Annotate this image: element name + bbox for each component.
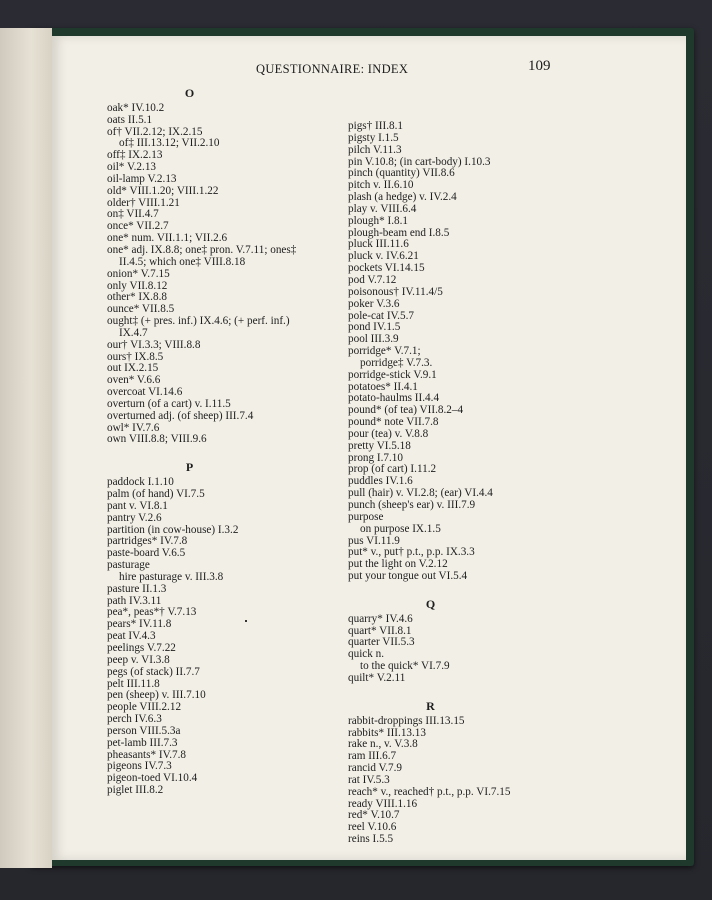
section-letter-o: O (184, 86, 195, 100)
index-entry: hire pasturage v. III.3.8 (119, 570, 224, 583)
index-entry: pole-cat IV.5.7 (348, 309, 414, 322)
index-entry: reins I.5.5 (348, 833, 394, 846)
index-entry: overcoat VI.14.6 (107, 386, 183, 399)
index-entry: pinch (quantity) VII.8.6 (348, 167, 455, 180)
index-column-left (107, 86, 372, 797)
index-entry: perch IV.6.3 (107, 713, 162, 726)
index-entry: rake n., v. V.3.8 (348, 738, 418, 751)
facing-page-edge (0, 28, 52, 868)
index-entry: ounce* VII.8.5 (107, 303, 175, 316)
index-entry: pus VI.11.9 (348, 534, 400, 547)
index-entry: put the light on V.2.12 (348, 558, 448, 571)
index-entry: II.4.5; which one‡ VIII.8.18 (119, 255, 246, 268)
index-entry: quick n. (348, 648, 385, 661)
section-letter-p: P (185, 460, 194, 475)
index-entry: put* v., put† p.t., p.p. IX.3.3 (348, 546, 475, 559)
index-entry: person VIII.5.3a (107, 724, 181, 737)
index-entry: reach* v., reached† p.t., p.p. VI.7.15 (348, 785, 511, 798)
index-entry: oak* IV.10.2 (107, 101, 165, 114)
index-entry: pea*, peas*† V.7.13 (107, 606, 197, 619)
index-entry: path IV.3.11 (107, 594, 162, 607)
index-entry: pigeons IV.7.3 (107, 760, 172, 773)
index-entry: prong I.7.10 (348, 451, 403, 464)
index-column-right (348, 121, 618, 846)
index-entry: plash (a hedge) v. IV.2.4 (348, 191, 457, 204)
index-entry: pluck v. IV.6.21 (348, 250, 419, 263)
index-entry: ours† IX.8.5 (107, 350, 164, 363)
index-entry: pears* IV.11.8 (107, 618, 172, 631)
index-entry: red* V.10.7 (348, 809, 400, 822)
index-entry: pod V.7.12 (348, 273, 397, 286)
section-gap (107, 446, 372, 460)
index-entry: pond IV.1.5 (348, 321, 401, 334)
section-gap (348, 685, 618, 699)
index-entry: pegs (of stack) II.7.7 (107, 665, 200, 678)
index-entry: poisonous† IV.11.4/5 (348, 285, 443, 298)
index-entry: put your tongue out VI.5.4 (348, 570, 468, 583)
index-entry: out IX.2.15 (107, 362, 159, 375)
index-entry: oven* V.6.6 (107, 374, 161, 387)
index-entry: pilch V.11.3 (348, 143, 402, 156)
section-gap (348, 583, 618, 597)
index-entry: pet-lamb III.7.3 (107, 736, 178, 749)
index-entry: pasture II.1.3 (107, 582, 167, 595)
index-entry: quarter VII.5.3 (348, 636, 415, 649)
index-entry: owl* IV.7.6 (107, 421, 160, 434)
index-entry: of† VII.2.12; IX.2.15 (107, 125, 203, 138)
index-entry: punch (sheep's ear) v. III.7.9 (348, 499, 476, 511)
index-entry: peelings V.7.22 (107, 641, 176, 654)
index-entry: partition (in cow-house) I.3.2 (107, 523, 239, 536)
index-entry: pelt III.11.8 (107, 677, 160, 690)
index-entry: rat IV.5.3 (348, 773, 390, 786)
index-entry: pant v. VI.8.1 (107, 499, 168, 512)
stray-ink-mark (245, 620, 247, 622)
index-entry: porridge‡ V.7.3. (360, 356, 433, 369)
running-head: QUESTIONNAIRE: INDEX (256, 62, 409, 76)
index-entry: rabbits* III.13.13 (348, 726, 426, 739)
index-entry: partridges* IV.7.8 (107, 535, 188, 548)
index-entry: pool III.3.9 (348, 333, 399, 346)
index-entry: people VIII.2.12 (107, 701, 182, 714)
index-entry: palm (of hand) VI.7.5 (107, 488, 205, 500)
index-entry: pitch v. II.6.10 (348, 179, 414, 192)
index-entry: porridge* V.7.1; (348, 345, 421, 358)
section-letter-q: Q (425, 596, 436, 611)
index-entry: onion* V.7.15 (107, 267, 170, 280)
index-entry: quart* VII.8.1 (348, 624, 412, 637)
index-entry: once* VII.2.7 (107, 220, 169, 233)
index-entry: pound* note VII.7.8 (348, 416, 439, 429)
index-entry: porridge-stick V.9.1 (348, 368, 437, 381)
index-entry: potato-haulms II.4.4 (348, 392, 440, 405)
index-entry: IX.4.7 (119, 326, 148, 339)
index-entry: rabbit-droppings III.13.15 (348, 714, 465, 727)
index-entry: overturn (of a cart) v. I.11.5 (107, 397, 231, 410)
index-entry: ought‡ (+ pres. inf.) IX.4.6; (+ perf. inf.) (107, 315, 290, 328)
index-entry: rancid V.7.9 (348, 762, 402, 775)
index-entry: of‡ III.13.12; VII.2.10 (119, 137, 220, 150)
index-entry: oil-lamp V.2.13 (107, 172, 177, 185)
index-entry: plough-beam end I.8.5 (348, 226, 450, 239)
index-entry: poker V.3.6 (348, 297, 400, 310)
index-entry: play v. VIII.6.4 (348, 202, 417, 215)
index-entry: ram III.6.7 (348, 750, 397, 763)
index-entry: own VIII.8.8; VIII.9.6 (107, 433, 207, 446)
index-entry: on purpose IX.1.5 (360, 522, 441, 535)
index-entry: pound* (of tea) VII.8.2–4 (348, 404, 464, 417)
index-entry: pin V.10.8; (in cart-body) I.10.3 (348, 155, 491, 168)
index-entry: pigsty I.1.5 (348, 131, 399, 144)
index-entry: piglet III.8.2 (107, 784, 164, 797)
index-entry: pockets VI.14.15 (348, 262, 425, 275)
index-entry: pasturage (107, 559, 150, 572)
index-entry: pantry V.2.6 (107, 511, 162, 524)
index-entry: peep v. VI.3.8 (107, 653, 170, 666)
index-entry: only VII.8.12 (107, 279, 168, 292)
index-entry: oats II.5.1 (107, 113, 153, 126)
index-entry: off‡ IX.2.13 (107, 149, 163, 162)
index-entry: prop (of cart) I.11.2 (348, 463, 437, 476)
index-entry: older† VIII.1.21 (107, 196, 180, 209)
index-entry: paddock I.1.10 (107, 476, 174, 489)
index-entry: other* IX.8.8 (107, 291, 167, 304)
index-entry: quarry* IV.4.6 (348, 612, 413, 625)
index-entry: pluck III.11.6 (348, 238, 409, 251)
index-entry: ready VIII.1.16 (348, 797, 418, 810)
index-entry: oil* V.2.13 (107, 161, 157, 174)
index-entry: our† VI.3.3; VIII.8.8 (107, 338, 201, 351)
index-entry: quilt* V.2.11 (348, 671, 406, 684)
index-entry: purpose (348, 510, 384, 523)
index-entry: paste-board V.6.5 (107, 547, 186, 560)
index-entry: pen (sheep) v. III.7.10 (107, 689, 206, 702)
index-entry: pretty VI.5.18 (348, 439, 411, 452)
index-entry: old* VIII.1.20; VIII.1.22 (107, 184, 219, 197)
index-entry: peat IV.4.3 (107, 630, 156, 643)
index-entry: overturned adj. (of sheep) III.7.4 (107, 409, 254, 422)
index-entry: reel V.10.6 (348, 821, 397, 834)
index-entry: pour (tea) v. V.8.8 (348, 427, 429, 440)
index-entry: to the quick* VI.7.9 (360, 660, 450, 673)
index-entry: puddles IV.1.6 (348, 475, 413, 488)
section-letter-r: R (426, 698, 435, 713)
index-entry: on‡ VII.4.7 (107, 208, 159, 221)
index-entry: one* num. VII.1.1; VII.2.6 (107, 232, 228, 245)
index-entry: one* adj. IX.8.8; one‡ pron. V.7.11; ones‡ (107, 243, 297, 256)
index-entry: pigs† III.8.1 (348, 120, 403, 132)
index-entry: plough* I.8.1 (348, 214, 408, 227)
index-entry: pull (hair) v. VI.2.8; (ear) VI.4.4 (348, 487, 493, 500)
index-entry: pigeon-toed VI.10.4 (107, 772, 198, 785)
page-number: 109 (528, 58, 551, 74)
index-entry: potatoes* II.4.1 (348, 380, 418, 393)
index-entry: pheasants* IV.7.8 (107, 748, 187, 761)
